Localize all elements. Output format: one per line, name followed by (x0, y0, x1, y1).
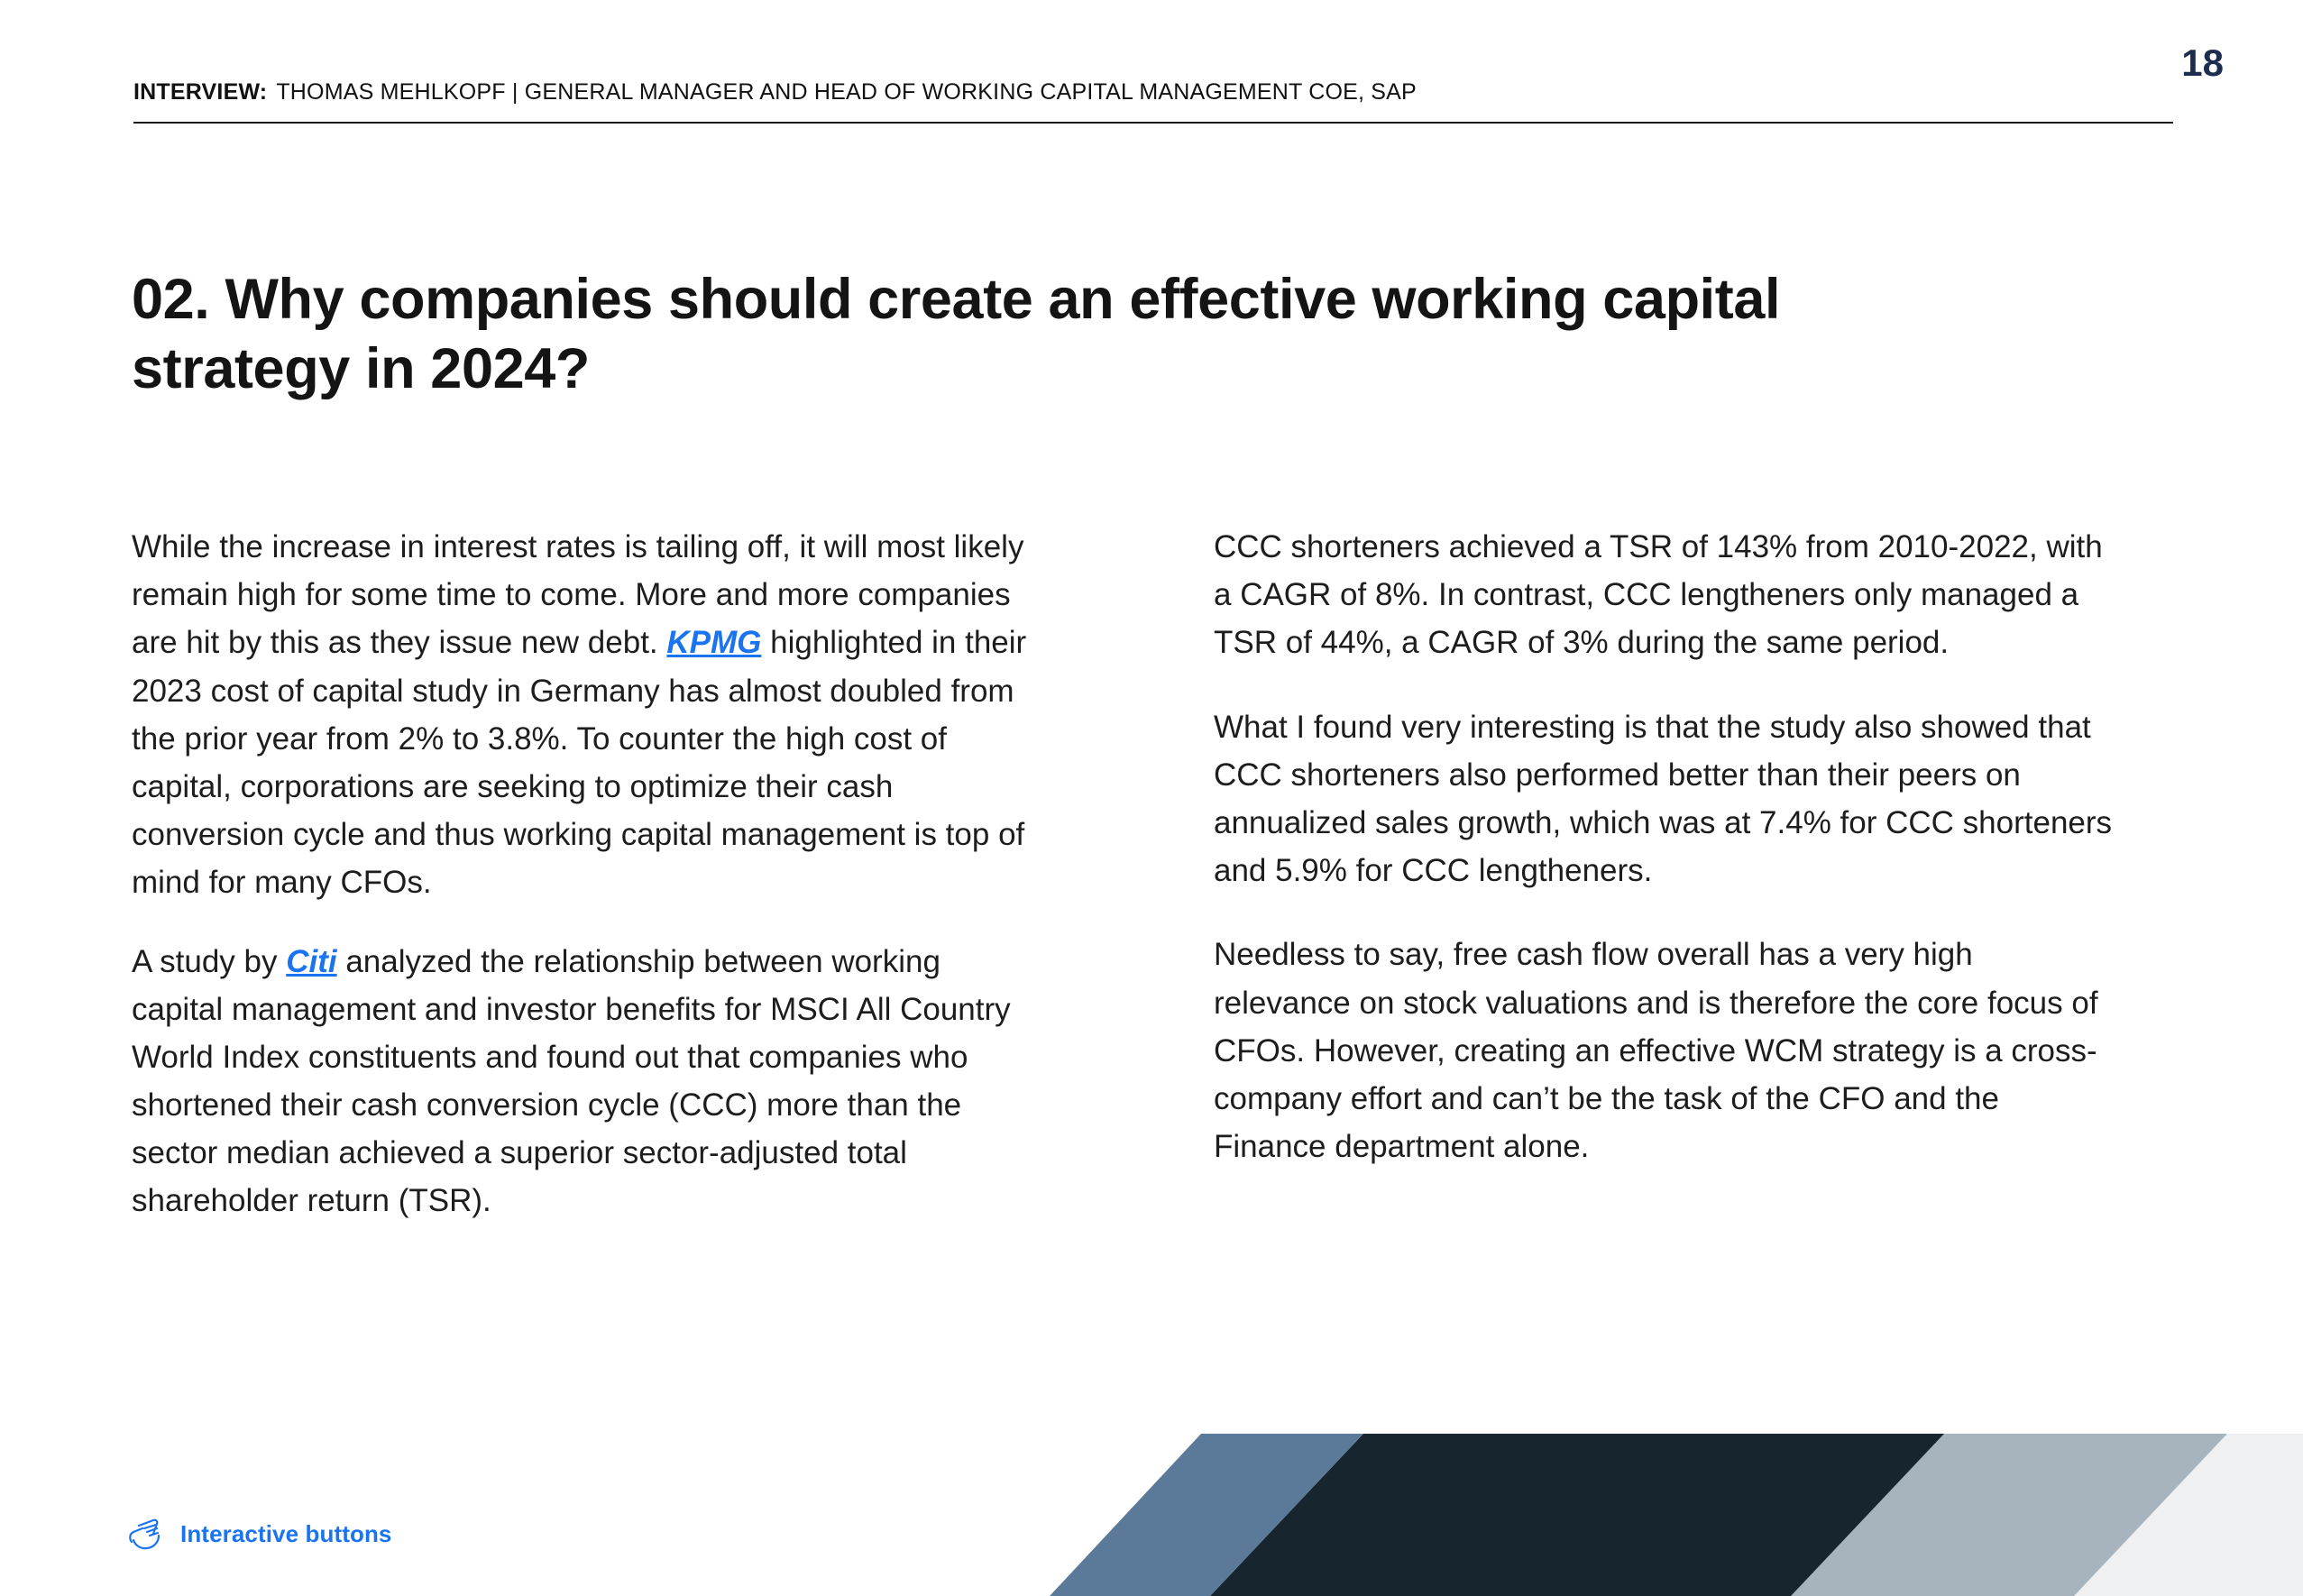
paragraph-right-2: What I found very interesting is that the study also showed that CCC shorteners also performed better than their peers on annualized sales growth, which was at 7.4% for CCC shorteners and 5.9% for CCC lengtheners. (1214, 709, 2113, 889)
header-label: INTERVIEW: (133, 79, 268, 105)
page-title: 02. Why companies should create an effective working capital strategy in 2024? (132, 268, 1781, 401)
interactive-buttons-label: Interactive buttons (180, 1519, 392, 1547)
paragraph-left-2-part-b: analyzed the relationship between working capital management and investor benefits for MSCI All Country World Index constituents and found out that companies who shortened their cash conversion cycle (CCC) more than the sector median achieved a superior sector-adjusted total shareholder return (TSR). (132, 943, 1011, 1219)
header-line (133, 79, 2173, 105)
paragraph-right-1: CCC shorteners achieved a TSR of 143% from 2010-2022, with a CAGR of 8%. In contrast, CCC lengtheners only managed a TSR of 44%, a CAGR of 3% during the same period. (1214, 529, 2103, 661)
paragraph-left-1-part-a: While the increase in interest rates is tailing off, it will most likely remain high for some time to come. More and more companies are hit by this as they issue new debt. (132, 529, 1024, 661)
kpmg-link[interactable]: KPMG (666, 625, 762, 661)
paragraph-right-3: Needless to say, free cash flow overall has a very high relevance on stock valuations and is therefore the core focus of CFOs. However, creating an effective WCM strategy is a cross-company effort and can’t be the task of the CFO and the Finance department alone. (1214, 937, 2098, 1165)
header-divider (133, 122, 2173, 124)
interactive-buttons-control[interactable] (126, 1515, 392, 1553)
page-number: 18 (2181, 41, 2224, 84)
header-text: THOMAS MEHLKOPF | GENERAL MANAGER AND HEAD OF WORKING CAPITAL MANAGEMENT COE, SAP (276, 79, 1417, 105)
body-columns (132, 523, 2179, 1225)
document-header (133, 79, 2173, 124)
left-column (132, 523, 1033, 1225)
paragraph-left-2-part-a: A study by (132, 943, 287, 979)
hand-pointer-icon (126, 1515, 166, 1553)
citi-link[interactable]: Citi (286, 943, 337, 979)
paragraph-left-1-part-b: highlighted in their 2023 cost of capital study in Germany has almost doubled from the prior year from 2% to 3.8%. To counter the high cost of capital, corporations are seeking to optimize their cash conversion cycle and thus working capital management is top of mind for many CFOs. (132, 625, 1027, 901)
paragraph-left-2 (132, 938, 1033, 1225)
decorative-corner-graphic (1050, 1434, 2303, 1596)
paragraph-left-1 (132, 523, 1033, 907)
right-column (1214, 523, 2115, 1225)
